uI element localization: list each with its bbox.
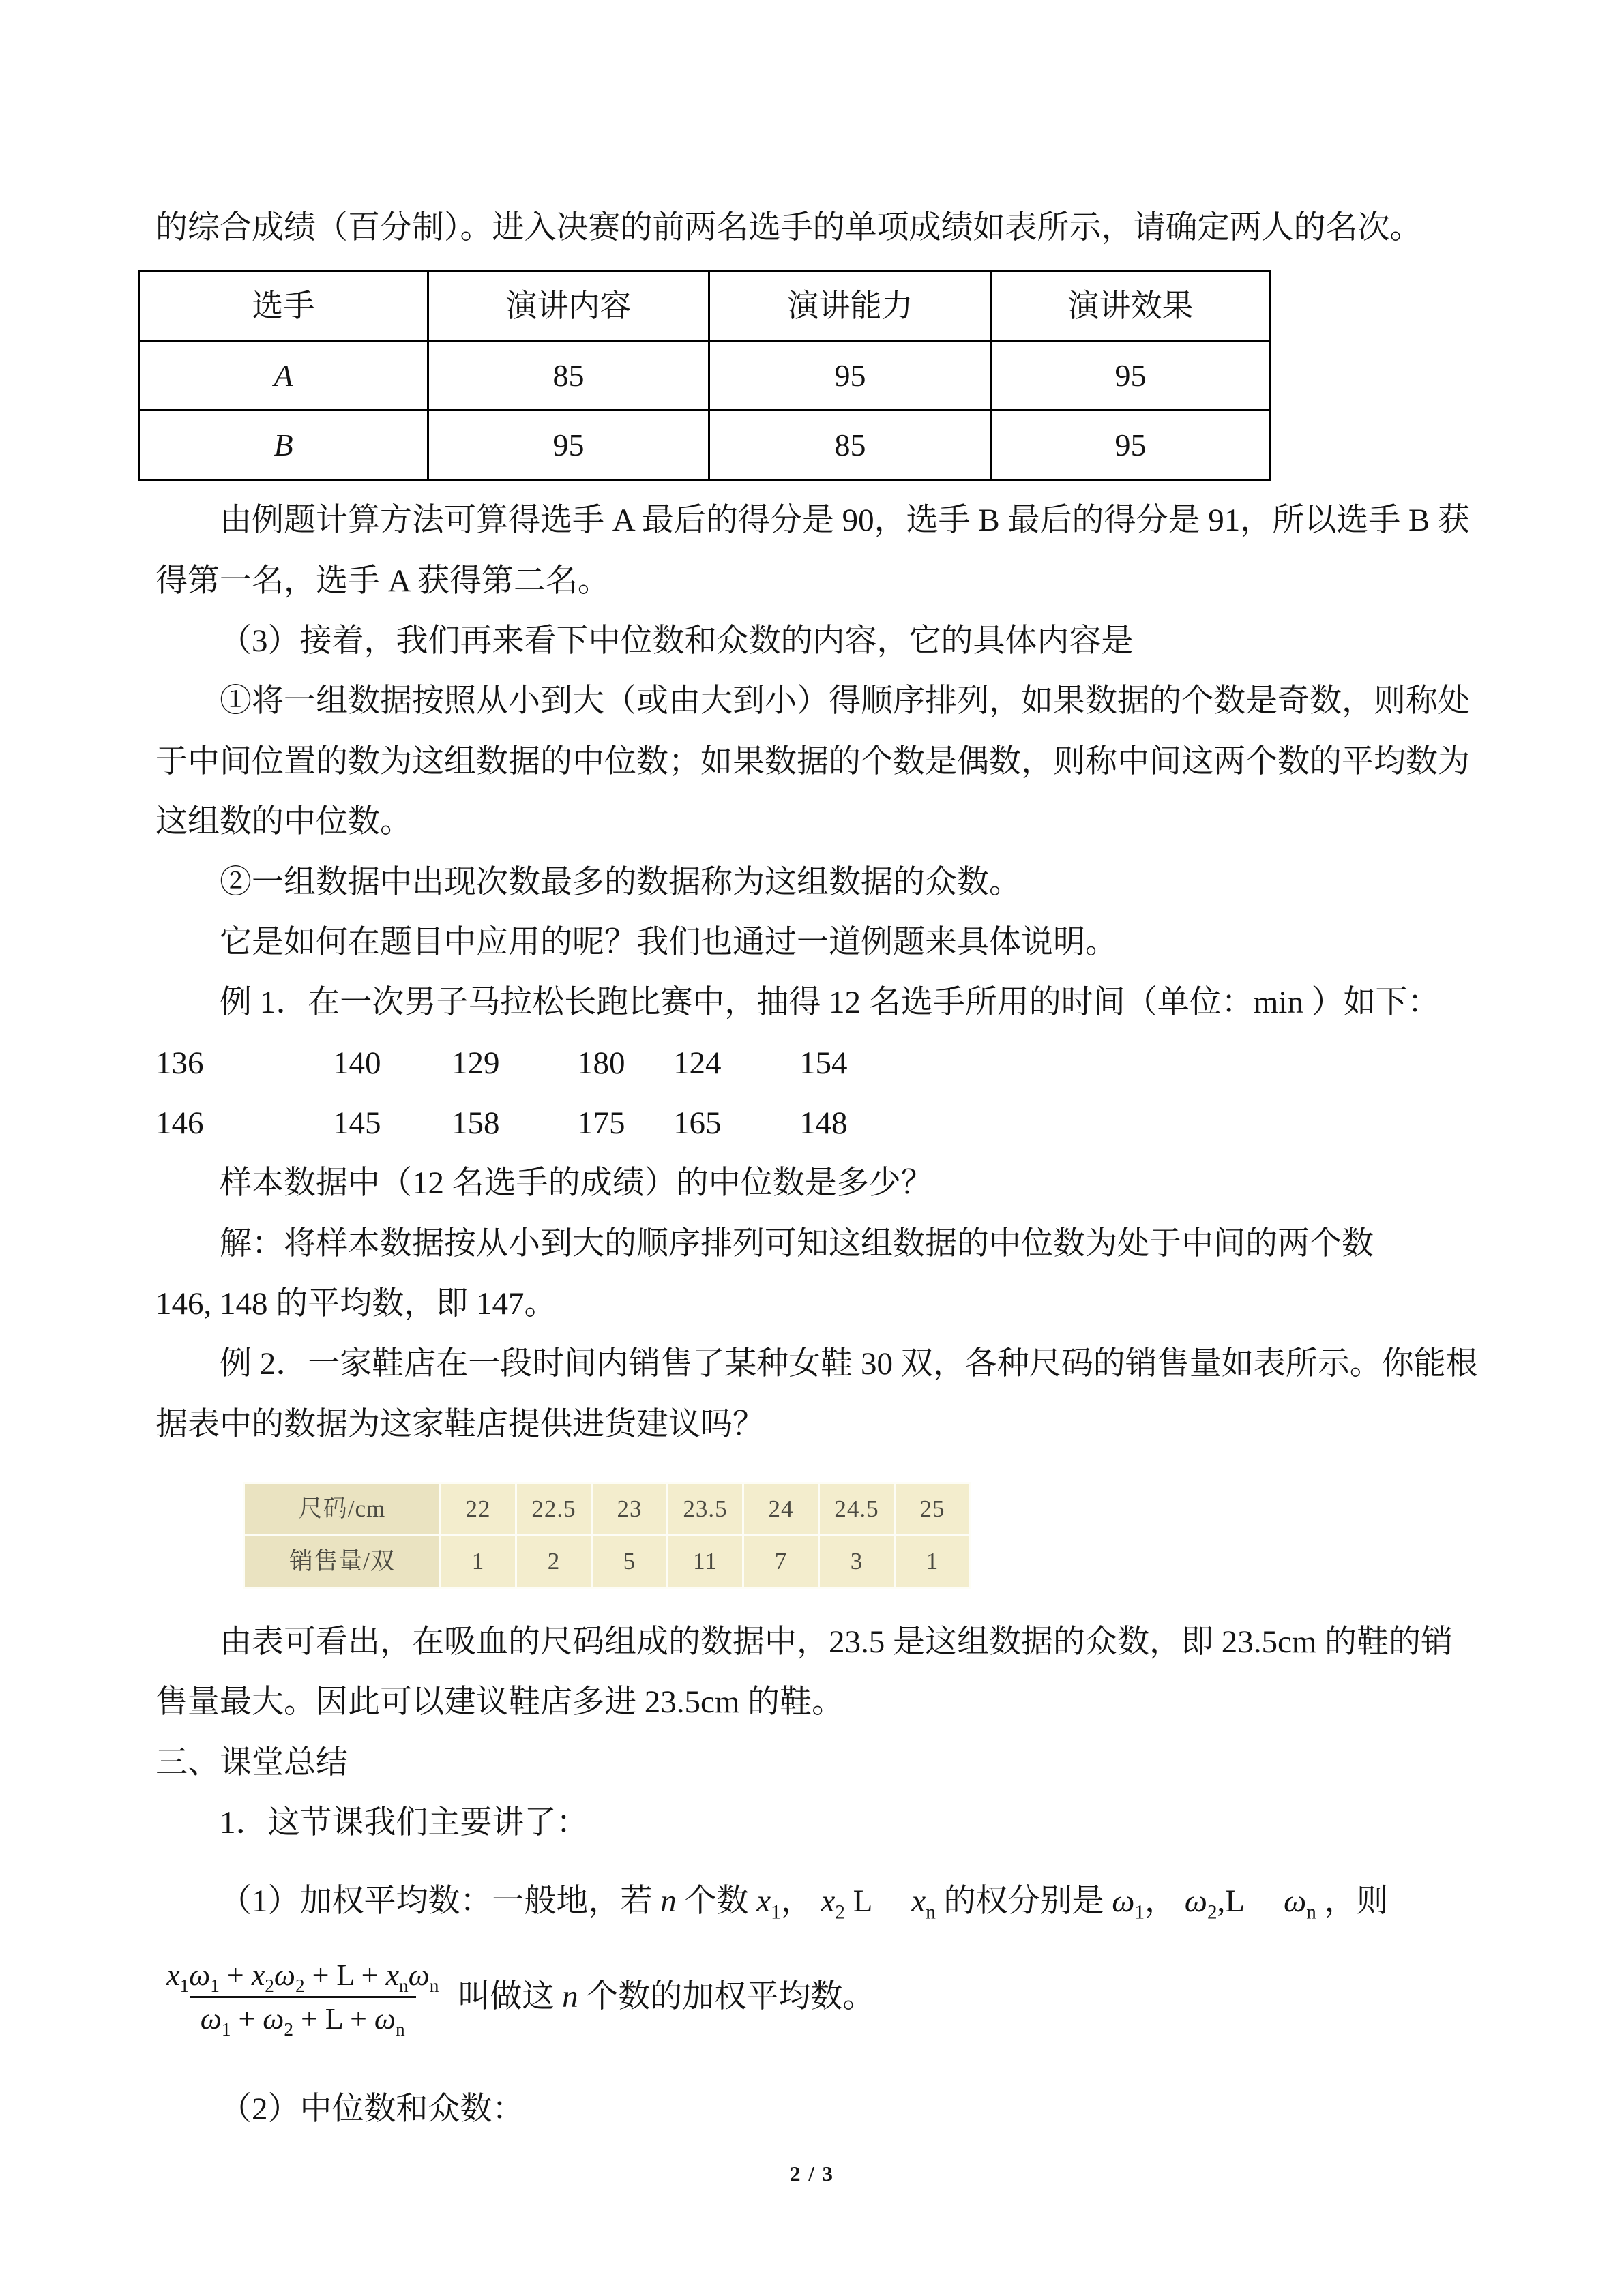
formula-suffix bbox=[458, 1967, 874, 2027]
math-var: $\omega_2$ bbox=[1184, 1883, 1217, 1923]
math-text: ， bbox=[780, 1883, 821, 1919]
score-table-row-a bbox=[139, 341, 1270, 411]
shoe-size-value: 24.5 bbox=[819, 1483, 895, 1536]
shoe-sales-value: 3 bbox=[819, 1536, 895, 1588]
shoe-table-size-row bbox=[244, 1483, 971, 1536]
math-var: $\omega_1$ bbox=[200, 2002, 231, 2040]
math-var: $x_n$ bbox=[385, 1958, 409, 1996]
shoe-size-table bbox=[243, 1482, 971, 1589]
paragraph-application: 它是如何在题目中应用的呢？我们也通过一道例题来具体说明。 bbox=[220, 924, 1117, 960]
math-var: n bbox=[562, 1979, 578, 2015]
paragraph-mode-definition: ②一组数据中出现次数最多的数据称为这组数据的众数。 bbox=[220, 864, 1021, 900]
score-table-header-row bbox=[139, 271, 1270, 341]
math-var: $\omega_2$ bbox=[274, 1958, 305, 1996]
example1-data-row-1 bbox=[156, 1033, 1478, 1093]
shoe-sales-value: 1 bbox=[441, 1536, 516, 1588]
shoe-sales-value: 2 bbox=[516, 1536, 592, 1588]
paragraph-example1-question: 样本数据中（12 名选手的成绩）的中位数是多少？ bbox=[220, 1165, 933, 1202]
math-text: 个数的加权平均数。 bbox=[578, 1979, 875, 2015]
math-sub: 2 bbox=[265, 1975, 274, 1996]
shoe-table-sales-row bbox=[244, 1536, 971, 1588]
math-sub: 2 bbox=[835, 1900, 845, 1923]
math-text: + bbox=[231, 2002, 263, 2036]
data-value: 148 bbox=[799, 1105, 848, 1141]
shoe-size-label: 尺码/cm bbox=[244, 1483, 441, 1536]
math-var: $x_1$ bbox=[756, 1883, 781, 1923]
math-sub: 1 bbox=[1134, 1900, 1145, 1923]
math-var: $\omega_n$ bbox=[1284, 1883, 1316, 1923]
cell-a-ability: 95 bbox=[709, 341, 992, 411]
math-var: $\omega_n$ bbox=[408, 1958, 439, 1996]
math-text: 的权分别是 bbox=[935, 1883, 1112, 1919]
math-sub: 2 bbox=[1207, 1900, 1217, 1923]
paragraph-example1-solution-line2: 146, 148 的平均数，即 147。 bbox=[156, 1286, 557, 1322]
cell-a-effect: 95 bbox=[992, 341, 1270, 411]
paragraph-example1-solution-line1: 解：将样本数据按从小到大的顺序排列可知这组数据的中位数为处于中间的两个数 bbox=[220, 1225, 1374, 1262]
math-text: 叫做这 bbox=[458, 1979, 563, 2015]
example1-data-row-2 bbox=[156, 1093, 1478, 1153]
data-value: 165 bbox=[673, 1105, 722, 1141]
shoe-size-value: 25 bbox=[895, 1483, 971, 1536]
cell-b-content: 95 bbox=[428, 411, 709, 480]
data-value: 158 bbox=[452, 1105, 500, 1141]
math-var: $\omega_2$ bbox=[263, 2002, 294, 2040]
data-value: 136 bbox=[156, 1045, 204, 1081]
shoe-sales-value: 1 bbox=[895, 1536, 971, 1588]
math-sub: 2 bbox=[284, 2018, 294, 2040]
math-sub: 1 bbox=[771, 1900, 781, 1923]
data-value: 146 bbox=[156, 1105, 204, 1141]
math-var: n bbox=[660, 1883, 677, 1919]
math-sub: n bbox=[395, 2018, 405, 2040]
paragraph-summary-2: （2）中位数和众数： bbox=[220, 2091, 525, 2128]
paragraph-example2-title: 例 2．一家鞋店在一段时间内销售了某种女鞋 30 双，各种尺码的销售量如表所示。你能根据表中的数据为这家鞋店提供进货建议吗？ bbox=[156, 1346, 1478, 1442]
paragraph-result: 由例题计算方法可算得选手 A 最后的得分是 90，选手 B 最后的得分是 91，所以选手 B 获得第一名，选手 A 获得第二名。 bbox=[156, 503, 1471, 599]
math-var: $x_1$ bbox=[166, 1958, 190, 1996]
fraction bbox=[156, 1954, 449, 2040]
shoe-sales-value: 11 bbox=[668, 1536, 743, 1588]
shoe-sales-value: 5 bbox=[592, 1536, 668, 1588]
shoe-size-value: 22 bbox=[441, 1483, 516, 1536]
paragraph-conclusion: 由表可看出，在吸血的尺码组成的数据中，23.5 是这组数据的众数，即 23.5cm 的鞋的销售量最大。因此可以建议鞋店多进 23.5cm 的鞋。 bbox=[156, 1624, 1453, 1720]
math-sub: 1 bbox=[210, 1975, 220, 1996]
section-heading-summary: 三、课堂总结 bbox=[156, 1744, 348, 1780]
shoe-sales-label: 销售量/双 bbox=[244, 1536, 441, 1588]
shoe-sales-value: 7 bbox=[743, 1536, 819, 1588]
math-text: L bbox=[844, 1883, 912, 1919]
math-var: $x_2$ bbox=[821, 1883, 845, 1923]
math-var: $x_2$ bbox=[251, 1958, 274, 1996]
paragraph-point3: （3）接着，我们再来看下中位数和众数的内容，它的具体内容是 bbox=[220, 623, 1134, 659]
math-sub: 1 bbox=[221, 2018, 231, 2040]
shoe-size-value: 23.5 bbox=[668, 1483, 743, 1536]
data-value: 180 bbox=[577, 1045, 625, 1081]
math-text: ，则 bbox=[1316, 1883, 1389, 1919]
paragraph-median-definition: ①将一组数据按照从小到大（或由大到小）得顺序排列，如果数据的个数是奇数，则称处于中间位置的数为这组数据的中位数；如果数据的个数是偶数，则称中间这两个数的平均数为这组数的中位数。 bbox=[156, 683, 1470, 840]
score-table-row-b bbox=[139, 411, 1270, 480]
shoe-size-value: 23 bbox=[592, 1483, 668, 1536]
cell-a-content: 85 bbox=[428, 341, 709, 411]
data-value: 140 bbox=[333, 1045, 381, 1081]
data-value: 124 bbox=[673, 1045, 722, 1081]
weighted-average-formula bbox=[156, 1954, 1478, 2040]
math-text: 个数 bbox=[676, 1883, 757, 1919]
paragraph-summary-1: 1．这节课我们主要讲了： bbox=[220, 1805, 589, 1841]
document-content bbox=[156, 198, 1478, 2140]
math-text: ， bbox=[1145, 1883, 1185, 1919]
math-sub: n bbox=[399, 1975, 409, 1996]
shoe-size-value: 24 bbox=[743, 1483, 819, 1536]
column-header-content: 演讲内容 bbox=[428, 271, 709, 341]
math-var: $\omega_n$ bbox=[374, 2002, 405, 2040]
math-sub: n bbox=[926, 1900, 936, 1923]
cell-b-ability: 85 bbox=[709, 411, 992, 480]
math-sub: 1 bbox=[179, 1975, 190, 1996]
data-value: 145 bbox=[333, 1105, 381, 1141]
math-text: + L + bbox=[304, 1958, 386, 1992]
cell-player-b: B bbox=[139, 411, 428, 480]
paragraph-example1-title: 例 1．在一次男子马拉松长跑比赛中，抽得 12 名选手所用的时间（单位：min ）如下： bbox=[220, 985, 1440, 1021]
cell-player-a: A bbox=[139, 341, 428, 411]
math-var: $x_n$ bbox=[911, 1883, 936, 1923]
page-number: 2 / 3 bbox=[789, 2161, 835, 2186]
data-value: 154 bbox=[799, 1045, 848, 1081]
math-sub: n bbox=[429, 1975, 439, 1996]
math-text: + bbox=[219, 1958, 252, 1992]
data-value: 129 bbox=[452, 1045, 500, 1081]
column-header-player: 选手 bbox=[139, 271, 428, 341]
score-table bbox=[138, 270, 1271, 481]
math-text: （1）加权平均数：一般地，若 bbox=[220, 1883, 661, 1919]
paragraph-weighted-average bbox=[156, 1871, 1478, 1931]
formula-denominator bbox=[190, 1996, 416, 2040]
shoe-size-value: 22.5 bbox=[516, 1483, 592, 1536]
paragraph-intro: 的综合成绩（百分制）。进入决赛的前两名选手的单项成绩如表所示，请确定两人的名次。 bbox=[156, 210, 1422, 245]
math-sub: 2 bbox=[295, 1975, 305, 1996]
formula-numerator bbox=[156, 1954, 449, 1996]
math-var: $\omega_1$ bbox=[189, 1958, 220, 1996]
column-header-ability: 演讲能力 bbox=[709, 271, 992, 341]
math-sub: n bbox=[1306, 1900, 1316, 1923]
data-value: 175 bbox=[577, 1105, 625, 1141]
math-text: + L + bbox=[293, 2002, 374, 2036]
column-header-effect: 演讲效果 bbox=[992, 271, 1270, 341]
math-var: $\omega_1$ bbox=[1112, 1883, 1145, 1923]
cell-b-effect: 95 bbox=[992, 411, 1270, 480]
math-text: ,L bbox=[1217, 1883, 1284, 1919]
